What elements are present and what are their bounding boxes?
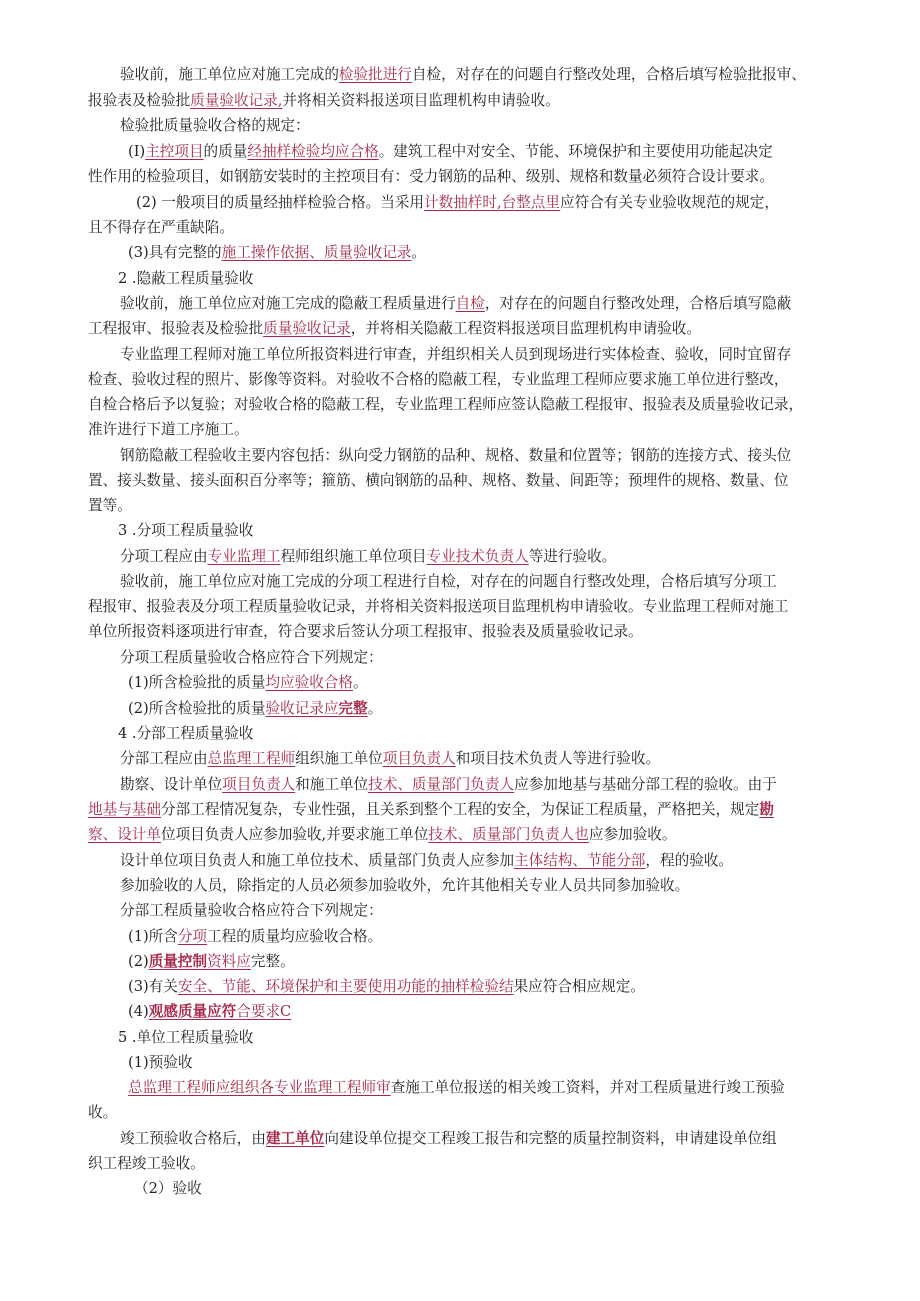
text-segment: (3)有关 [128, 978, 178, 995]
text-line [128, 953, 295, 971]
text-segment: 验收前，施工单位应对施工完成的隐蔽工程质量进行 [120, 295, 456, 312]
text-line [88, 396, 803, 414]
text-line [134, 1180, 202, 1198]
text-line [88, 497, 132, 515]
text-segment: 工程的质量均应验收合格。 [207, 928, 383, 945]
highlighted-text: 技术、质量部门负责人也 [428, 826, 589, 843]
highlighted-text: 质量验收记录 [263, 320, 351, 337]
text-segment: 分部工程应由 [120, 750, 208, 767]
text-segment: 和项 [455, 750, 485, 767]
text-segment: 分项工程质量验收合格应符合下列规定： [120, 649, 383, 666]
text-segment: 竣工预验收合格后，由 [120, 1130, 266, 1147]
text-segment: 置等。 [88, 497, 132, 514]
highlighted-text: 观感质量应符 [148, 1003, 237, 1020]
highlighted-text: 安全、节能、环境保护和主要使用功能的抽样检验结 [177, 978, 514, 995]
text-line [120, 776, 777, 794]
text-line [120, 346, 791, 364]
text-segment: 验收前，施工单位应对施工完成的分项工程进行自检，对存在的问题自行整改处理，合格后填写分项工 [120, 573, 777, 590]
text-segment: ，并将相关隐蔽工程资料报送项目监理机构申请验收。 [350, 320, 701, 337]
text-segment: 应参加地基与基础分部工程的验收。由于 [514, 776, 777, 793]
highlighted-text: 项目负责人 [382, 750, 456, 767]
text-line [88, 801, 774, 819]
text-line [88, 219, 234, 237]
text-line [118, 725, 253, 743]
text-line [120, 573, 777, 591]
highlighted-text: 主体结构、节能分部 [514, 852, 646, 869]
text-line [118, 1029, 253, 1047]
text-segment: 组织施工单位 [295, 750, 383, 767]
highlighted-text: 质量验收记录, [190, 92, 283, 109]
text-segment: 工程报审、报验表及检验批 [88, 320, 264, 337]
text-segment: (2) 一般项目的质量经抽样检验合格。当采用 [136, 194, 425, 211]
text-segment: (2) [128, 953, 149, 970]
text-segment: 性作用的检验项目，如钢筋安装时的主控项目有：受力钢筋的品种、级别、规格和数量必须符合设计要求。 [88, 168, 774, 185]
text-segment: 完整。 [250, 953, 295, 970]
highlighted-text: 总监理工程师应组织各专业监理工程师审 [128, 1079, 391, 1096]
text-segment: 。 [367, 700, 383, 717]
text-segment: 。建筑工程中对安全、节能、环境保护和主要使用功能起决定 [378, 143, 773, 160]
highlighted-text: 质量控制 [148, 953, 208, 970]
text-line [88, 472, 789, 490]
text-segment: 3 .分项工程质量验收 [118, 522, 254, 539]
text-line [88, 168, 774, 186]
text-line [120, 447, 791, 465]
text-segment: 分部工程质量验收合格应符合下列规定： [120, 902, 383, 919]
text-segment: 并将相关资料报送项目监理机构申请验收。 [282, 92, 560, 109]
text-segment: 织工程竣工验收。 [88, 1155, 205, 1172]
text-line [128, 700, 382, 718]
text-segment: 参加验收的人员，除指定的人员必须参加验收外，允许其他相关专业人员共同参加验收。 [120, 877, 690, 894]
highlighted-text: 自检 [455, 295, 485, 312]
text-segment: 果应符合相应规定。 [513, 978, 645, 995]
text-line [88, 1104, 117, 1122]
text-line [120, 1130, 777, 1148]
text-segment: 2 .隐蔽工程质量验收 [118, 270, 254, 287]
text-line [128, 1079, 785, 1097]
text-line [88, 371, 789, 389]
text-line [120, 548, 616, 566]
text-segment: 准许进行下道工序施工。 [88, 421, 249, 438]
highlighted-text: 建工单位 [265, 1130, 325, 1147]
text-segment: 检查、验收过程的照片、影像等资料。对验收不合格的隐蔽工程，专业监理工程师应要求施工单位进行整改， [88, 371, 789, 388]
text-line [128, 1054, 192, 1072]
text-line [118, 522, 253, 540]
text-segment: 等进行验收。 [528, 548, 617, 565]
text-segment: 查施工单位报送的相关竣工资料，并对工程质量进行竣工预验 [390, 1079, 785, 1096]
text-segment: (4) [128, 1003, 149, 1020]
text-segment: (I) [128, 143, 146, 160]
text-line [120, 295, 791, 313]
highlighted-text: 主控项目 [145, 143, 204, 160]
text-line [120, 902, 383, 920]
highlighted-text: 项目负责人 [222, 776, 296, 793]
highlighted-text: 专业技术负责人 [426, 548, 529, 565]
text-segment: 单位所报资料逐项进行审查，符合要求后签认分项工程报审、报验表及质量验收记录。 [88, 623, 643, 640]
highlighted-text: 检验批进行 [338, 66, 412, 83]
text-segment: ，对存在的问题自行整改处理，合格后填写隐蔽 [484, 295, 792, 312]
text-segment: 验收前，施工单位应对施工完成的 [120, 66, 339, 83]
text-line [136, 194, 779, 212]
text-segment: 专业监理工程师对施工单位所报资料进行审查，并组织相关人员到现场进行实体检查、验收，同时宜留存 [120, 346, 792, 363]
text-segment: 目技术负责人等进行验收。 [484, 750, 661, 767]
text-line [120, 66, 806, 84]
highlighted-text: 计数抽样时,台整点里 [424, 194, 560, 211]
text-segment: 自检合格后予以复验；对验收合格的隐蔽工程，专业监理工程师应签认隐蔽工程报审、报验表及质量验收记录， [88, 396, 804, 413]
text-line [128, 1003, 291, 1021]
text-segment: (1)所含 [128, 928, 178, 945]
text-segment: 收。 [88, 1104, 118, 1121]
highlighted-text: 技术、质量部门负责人 [368, 776, 515, 793]
text-line [128, 928, 382, 946]
text-line [88, 92, 560, 110]
text-segment: 自检，对存在的问题自行整改处理，合格后填写检验批报审、 [411, 66, 806, 83]
text-segment: 分部工程情况复杂，专业性强，且关系到整个工程的安全，为保证工程质量，严格把关，规定 [160, 801, 760, 818]
text-line [88, 1155, 205, 1173]
highlighted-text: 分项 [177, 928, 208, 945]
text-segment: (1)预验收 [128, 1054, 193, 1071]
text-line [88, 623, 643, 641]
text-segment: (2)所含检验批的质量 [128, 700, 266, 717]
text-segment: 且不得存在严重缺陷。 [88, 219, 234, 236]
highlighted-text: 勘 [759, 801, 774, 818]
highlighted-text: 施工操作依据、质量验收记录 [221, 244, 412, 261]
highlighted-text: 地基与基础 [88, 801, 161, 818]
text-segment: (3)具有完整的 [128, 244, 222, 261]
text-line [128, 978, 645, 996]
text-line [120, 750, 660, 768]
text-segment: 设计单位项目负责人和施工单位技术、质量部门负责人应参加 [120, 852, 515, 869]
text-segment: 程报审、报验表及分项工程质量验收记录，并将相关资料报送项目监理机构申请验收。专业监理工程师对施工 [88, 598, 789, 615]
text-line [88, 320, 701, 338]
text-line [120, 117, 310, 135]
text-line [88, 826, 676, 844]
text-segment: (1)所含检验批的质量 [128, 674, 266, 691]
highlighted-text: 专业监理工 [207, 548, 281, 565]
highlighted-text: 经抽样检验均应合格 [247, 143, 379, 160]
text-line [128, 143, 773, 161]
text-segment: 和施工单位 [295, 776, 369, 793]
text-line [128, 244, 426, 262]
text-segment: 程师组织施工单位项目 [280, 548, 427, 565]
text-segment: 5 .单位工程质量验收 [118, 1029, 254, 1046]
highlighted-text: 完整 [338, 700, 368, 717]
text-line [88, 421, 249, 439]
text-line [120, 877, 689, 895]
text-segment: （2）验收 [134, 1180, 202, 1197]
text-segment: 的质量 [203, 143, 248, 160]
text-line [88, 598, 789, 616]
highlighted-text: 总监理工程师 [207, 750, 296, 767]
highlighted-text: 资料应 [207, 953, 251, 970]
text-segment: ，程的验收。 [645, 852, 733, 869]
text-segment: 报验表及检验批 [88, 92, 191, 109]
text-segment: 向建设单位提交工程竣工报告和完整的质量控制资料，申请建设单位组 [324, 1130, 777, 1147]
text-segment: 。 [353, 674, 368, 691]
text-line [120, 649, 383, 667]
text-line [120, 852, 733, 870]
text-segment: 检验批质量验收合格的规定： [120, 117, 310, 134]
text-segment: 钢筋隐蔽工程验收主要内容包括：纵向受力钢筋的品种、规格、数量和位置等；钢筋的连接方式、接头位 [120, 447, 792, 464]
highlighted-text: 均应验收合格 [265, 674, 354, 691]
text-segment: 分项工程应由 [120, 548, 208, 565]
text-line [118, 270, 253, 288]
highlighted-text: 验收记录应 [265, 700, 339, 717]
text-segment: 位项目负责人应参加验收,并要求施工单位 [160, 826, 429, 843]
text-segment: 应符合有关专业验收规范的规定， [560, 194, 779, 211]
text-segment: 应参加验收。 [588, 826, 677, 843]
highlighted-text: 察、设计单 [88, 826, 161, 843]
text-line [128, 674, 368, 692]
text-segment: 4 .分部工程质量验收 [118, 725, 254, 742]
text-segment: 勘察、设计单位 [120, 776, 223, 793]
text-segment: 置、接头数量、接头面积百分率等；箍筋、横向钢筋的品种、规格、数量、间距等；预埋件的规格、数量、位 [88, 472, 789, 489]
text-segment: 。 [411, 244, 426, 261]
highlighted-text: 合要求C [236, 1003, 292, 1020]
